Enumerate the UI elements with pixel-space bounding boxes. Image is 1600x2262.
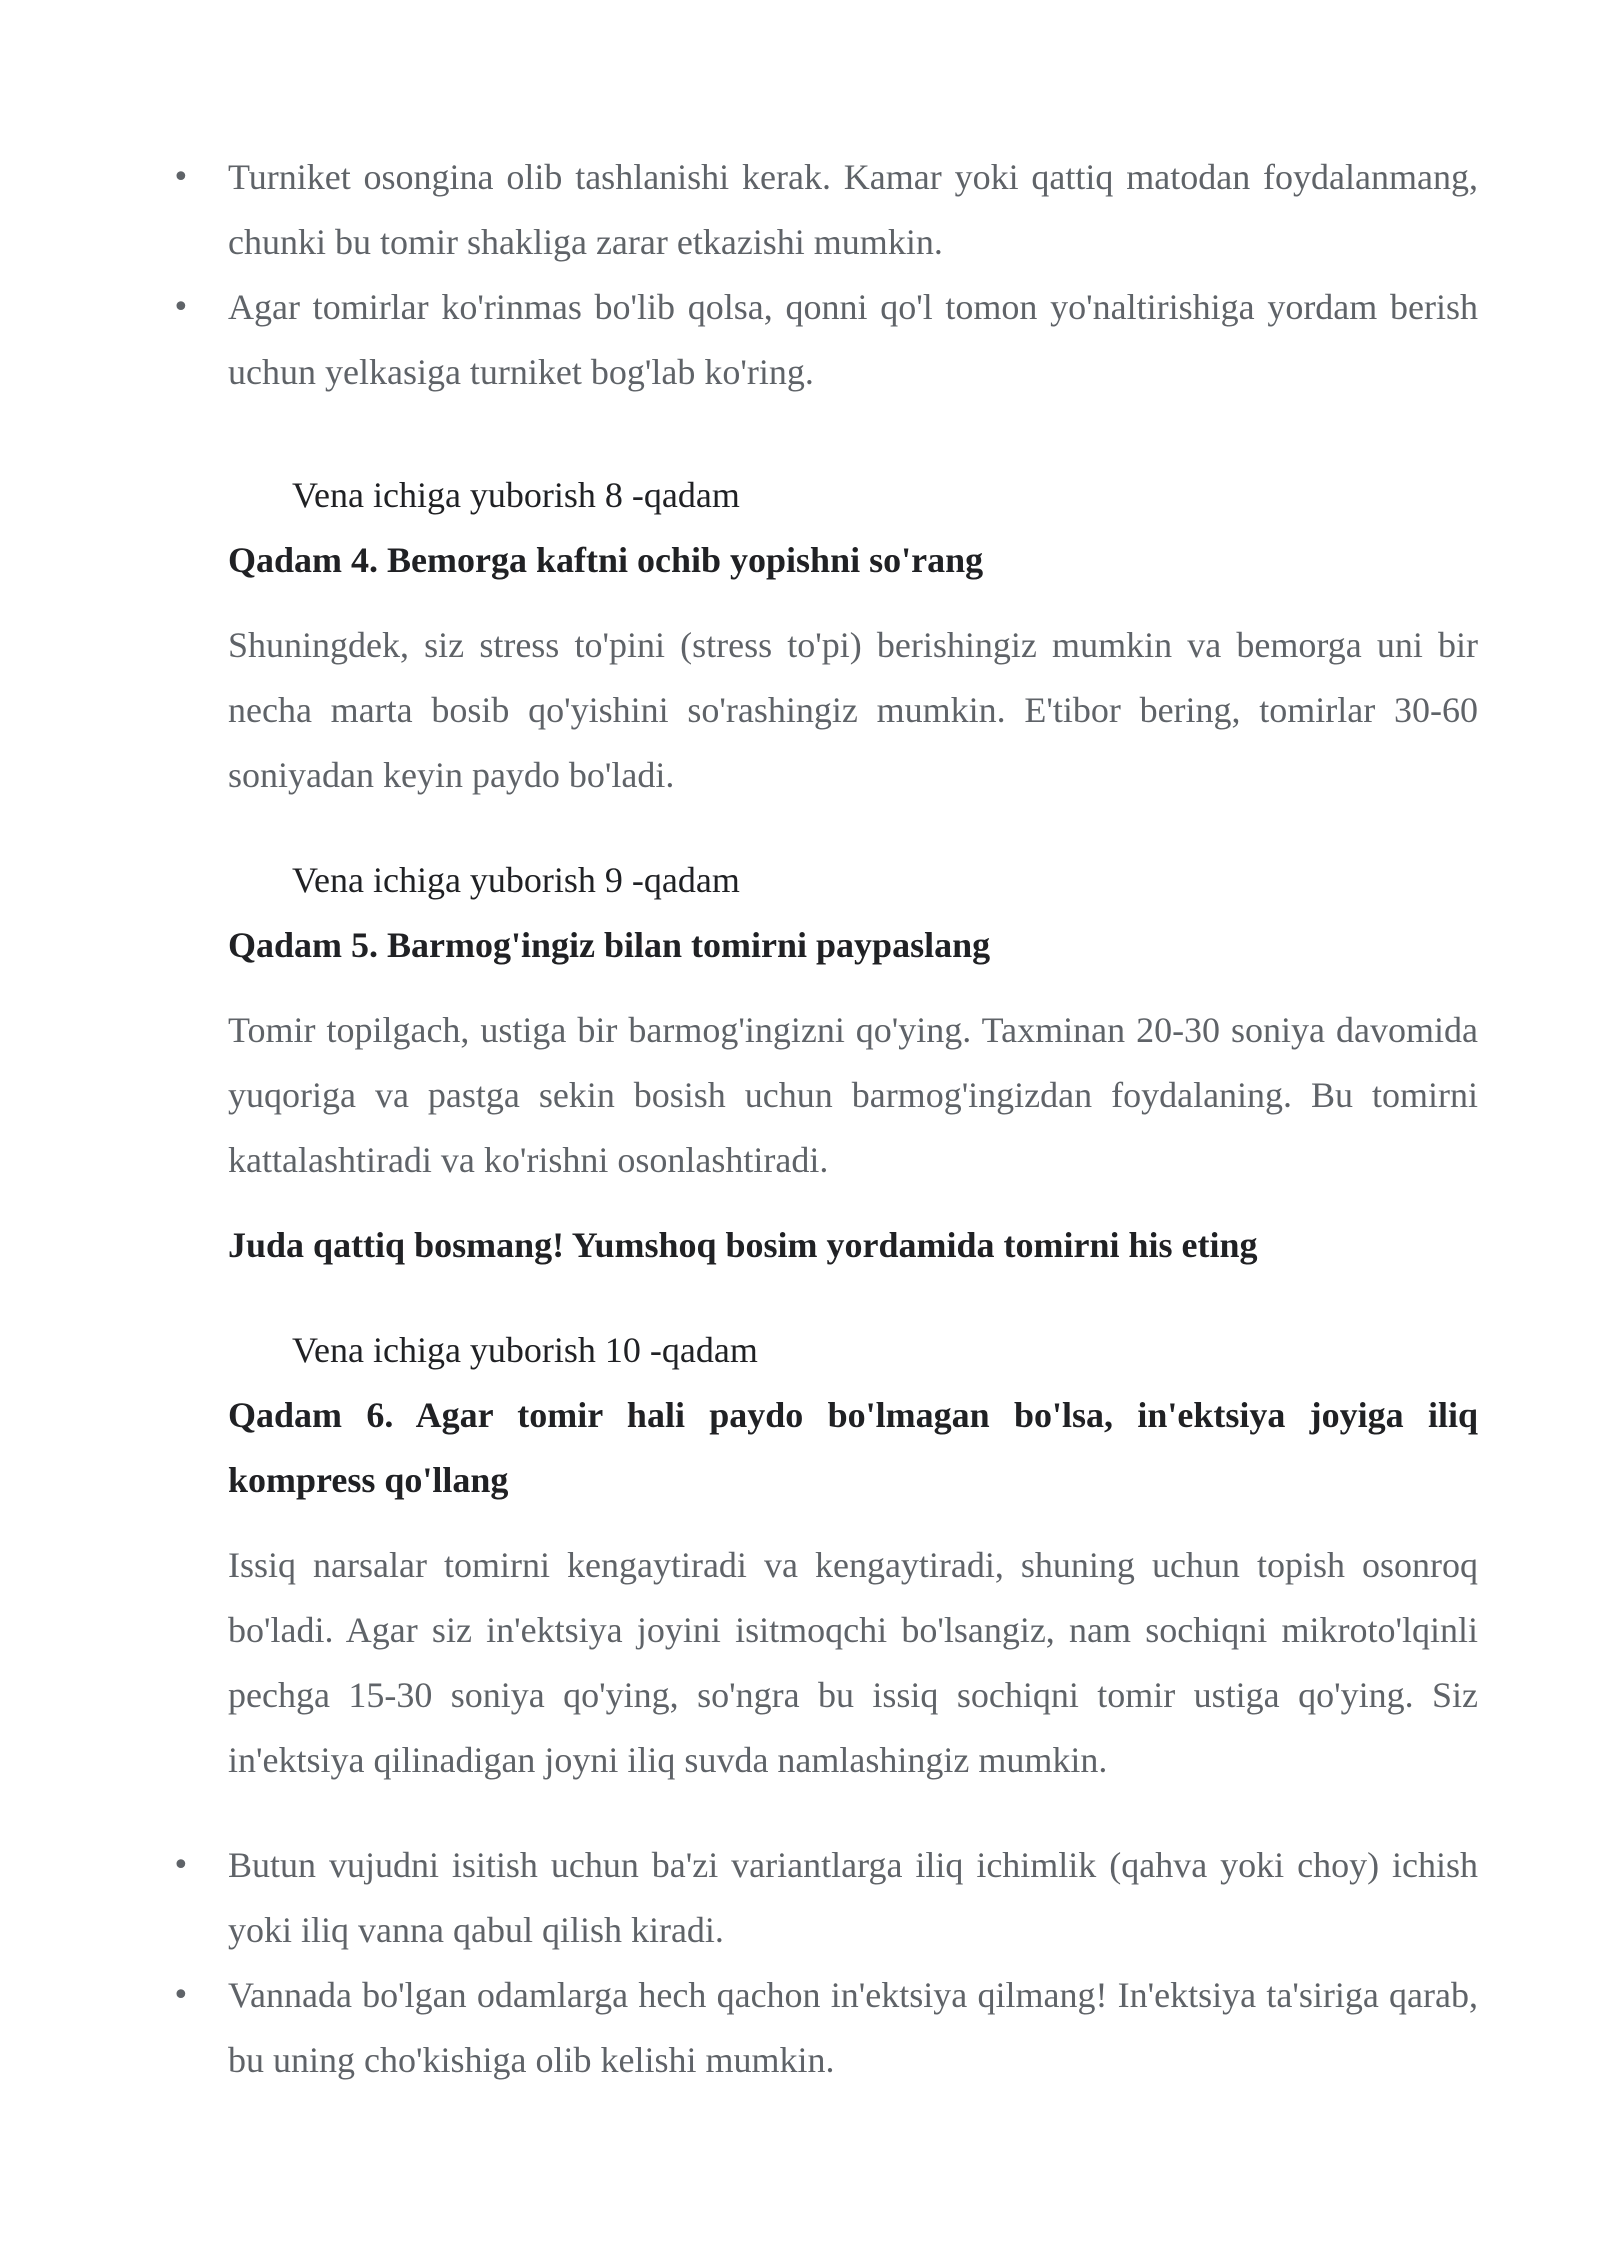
list-item xyxy=(172,275,1478,405)
bullet-text: Butun vujudni isitish uchun ba'zi variantlarga iliq ichimlik (qahva yoki choy) ichish yoki iliq vanna qabul qilish kiradi. xyxy=(228,1845,1478,1950)
intro-bullet-list xyxy=(172,145,1478,405)
step-paragraph: Shuningdek, siz stress to'pini (stress to'pi) berishingiz mumkin va bemorga uni bir necha marta bosib qo'yishini so'rashingiz mumkin. E'tibor bering, tomirlar 30-60 soniyadan keyin paydo bo'ladi. xyxy=(228,625,1478,795)
step-section-5 xyxy=(228,848,1478,1278)
list-item xyxy=(172,145,1478,275)
bullet-icon: • xyxy=(172,160,190,195)
step-image-caption: Vena ichiga yuborish 10 -qadam xyxy=(292,1330,758,1370)
step-heading: Qadam 4. Bemorga kaftni ochib yopishni so'rang xyxy=(228,540,984,580)
document-content xyxy=(172,145,1478,2093)
step-section-4 xyxy=(228,463,1478,808)
bullet-icon: • xyxy=(172,1848,190,1883)
bullet-text: Vannada bo'lgan odamlarga hech qachon in'ektsiya qilmang! In'ektsiya ta'siriga qarab, bu uning cho'kishiga olib kelishi mumkin. xyxy=(228,1975,1478,2080)
spacer xyxy=(228,405,1478,463)
bullet-text: Agar tomirlar ko'rinmas bo'lib qolsa, qonni qo'l tomon yo'naltirishiga yordam berish uchun yelkasiga turniket bog'lab ko'ring. xyxy=(228,287,1478,392)
list-item xyxy=(172,1833,1478,1963)
step-paragraph: Tomir topilgach, ustiga bir barmog'ingizni qo'ying. Taxminan 20-30 soniya davomida yuqoriga va pastga sekin bosish uchun barmog'ingizdan foydalaning. Bu tomirni kattalashtiradi va ko'rishni osonlashtiradi. xyxy=(228,1010,1478,1180)
step-paragraph: Issiq narsalar tomirni kengaytiradi va kengaytiradi, shuning uchun topish osonroq bo'ladi. Agar siz in'ektsiya joyini isitmoqchi bo'lsangiz, nam sochiqni mikroto'lqinli pechga 15-30 soniya qo'ying, so'ngra bu issiq sochiqni tomir ustiga qo'ying. Siz in'ektsiya qilinadigan joyni iliq suvda namlashingiz mumkin. xyxy=(228,1545,1478,1780)
spacer xyxy=(228,1793,1478,1833)
step-heading: Qadam 6. Agar tomir hali paydo bo'lmagan bo'lsa, in'ektsiya joyiga iliq kompress qo'llang xyxy=(228,1395,1478,1500)
bullet-icon: • xyxy=(172,1978,190,2013)
step-image-caption: Vena ichiga yuborish 8 -qadam xyxy=(292,475,740,515)
spacer xyxy=(228,808,1478,848)
spacer xyxy=(228,1278,1478,1318)
step-image-caption: Vena ichiga yuborish 9 -qadam xyxy=(292,860,740,900)
bullet-text: Turniket osongina olib tashlanishi kerak. Kamar yoki qattiq matodan foydalanmang, chunki bu tomir shakliga zarar etkazishi mumkin. xyxy=(228,157,1478,262)
bullet-icon: • xyxy=(172,290,190,325)
closing-bullet-list xyxy=(172,1833,1478,2093)
step-section-6 xyxy=(228,1318,1478,1793)
step-warning: Juda qattiq bosmang! Yumshoq bosim yordamida tomirni his eting xyxy=(228,1225,1258,1265)
list-item xyxy=(172,1963,1478,2093)
step-heading: Qadam 5. Barmog'ingiz bilan tomirni paypaslang xyxy=(228,925,991,965)
